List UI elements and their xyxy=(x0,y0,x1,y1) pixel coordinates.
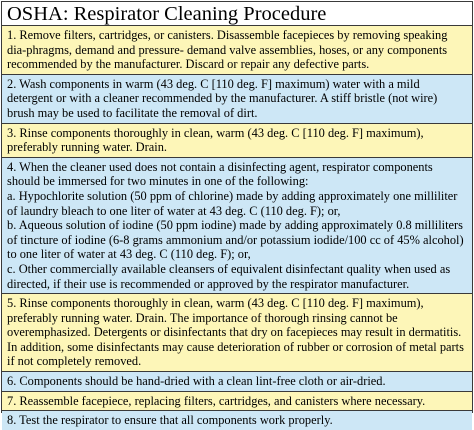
step-4 xyxy=(2,158,472,294)
step-text: 8. Test the respirator to ensure that all components work properly. xyxy=(7,413,333,428)
step-1 xyxy=(2,26,472,75)
step-subitem-b: b. Aqueous solution of iodine (50 ppm iodine) made by adding approximately 0.8 milliliters of tincture of iodine (6-8 grams ammonium and/or potassium iodide/100 cc of 45% alcohol) to one liter of water at 43 deg. C (110 deg. F); or, xyxy=(7,218,464,262)
step-text: 2. Wash components in warm (43 deg. C [110 deg. F] maximum) water with a mild detergent or with a cleaner recommended by the manufacturer. A stiff bristle (not wire) brush may be used to facilitate the removal of dirt. xyxy=(7,76,438,120)
step-text: 5. Rinse components thoroughly in clean, warm (43 deg. C [110 deg. F] maximum), preferably running water. Drain. The importance of thorough rinsing cannot be overemphasized. Detergents or disinfectants that dry on facepieces may result in dermatitis. In addition, some disinfectants may cause deterioration of rubber or corrosion of metal parts if not completely removed. xyxy=(7,296,464,369)
step-text: 6. Components should be hand-dried with a clean lint-free cloth or air-dried. xyxy=(7,374,386,389)
step-subitem-a: a. Hypochlorite solution (50 ppm of chlorine) made by adding approximately one milliliter of laundry bleach to one liter of water at 43 deg. C (110 deg. F); or, xyxy=(7,188,458,218)
step-7 xyxy=(2,392,472,412)
page-title: OSHA: Respirator Cleaning Procedure xyxy=(2,2,472,26)
step-text: 7. Reassemble facepiece, replacing filters, cartridges, and canisters where necessary. xyxy=(7,393,426,408)
procedure-table xyxy=(1,1,473,428)
step-2 xyxy=(2,75,472,124)
step-8 xyxy=(2,411,472,430)
step-6 xyxy=(2,372,472,392)
step-text: 4. When the cleaner used does not contain a disinfecting agent, respirator components should be immersed for two minutes in one of the following: xyxy=(7,159,433,189)
step-5 xyxy=(2,294,472,372)
step-subitem-c: c. Other commercially available cleansers of equivalent disinfectant quality when used as directed, if their use is recommended or approved by the respirator manufacturer. xyxy=(7,261,451,291)
step-text: 3. Rinse components thoroughly in clean, warm (43 deg. C [110 deg. F] maximum), preferably running water. Drain. xyxy=(7,125,424,155)
step-3 xyxy=(2,124,472,158)
step-text: 1. Remove filters, cartridges, or canisters. Disassemble facepieces by removing speaking dia-phragms, demand and pressure- demand valve assemblies, hoses, or any components recommended by the manufacturer. Discard or repair any defective parts. xyxy=(7,28,448,72)
